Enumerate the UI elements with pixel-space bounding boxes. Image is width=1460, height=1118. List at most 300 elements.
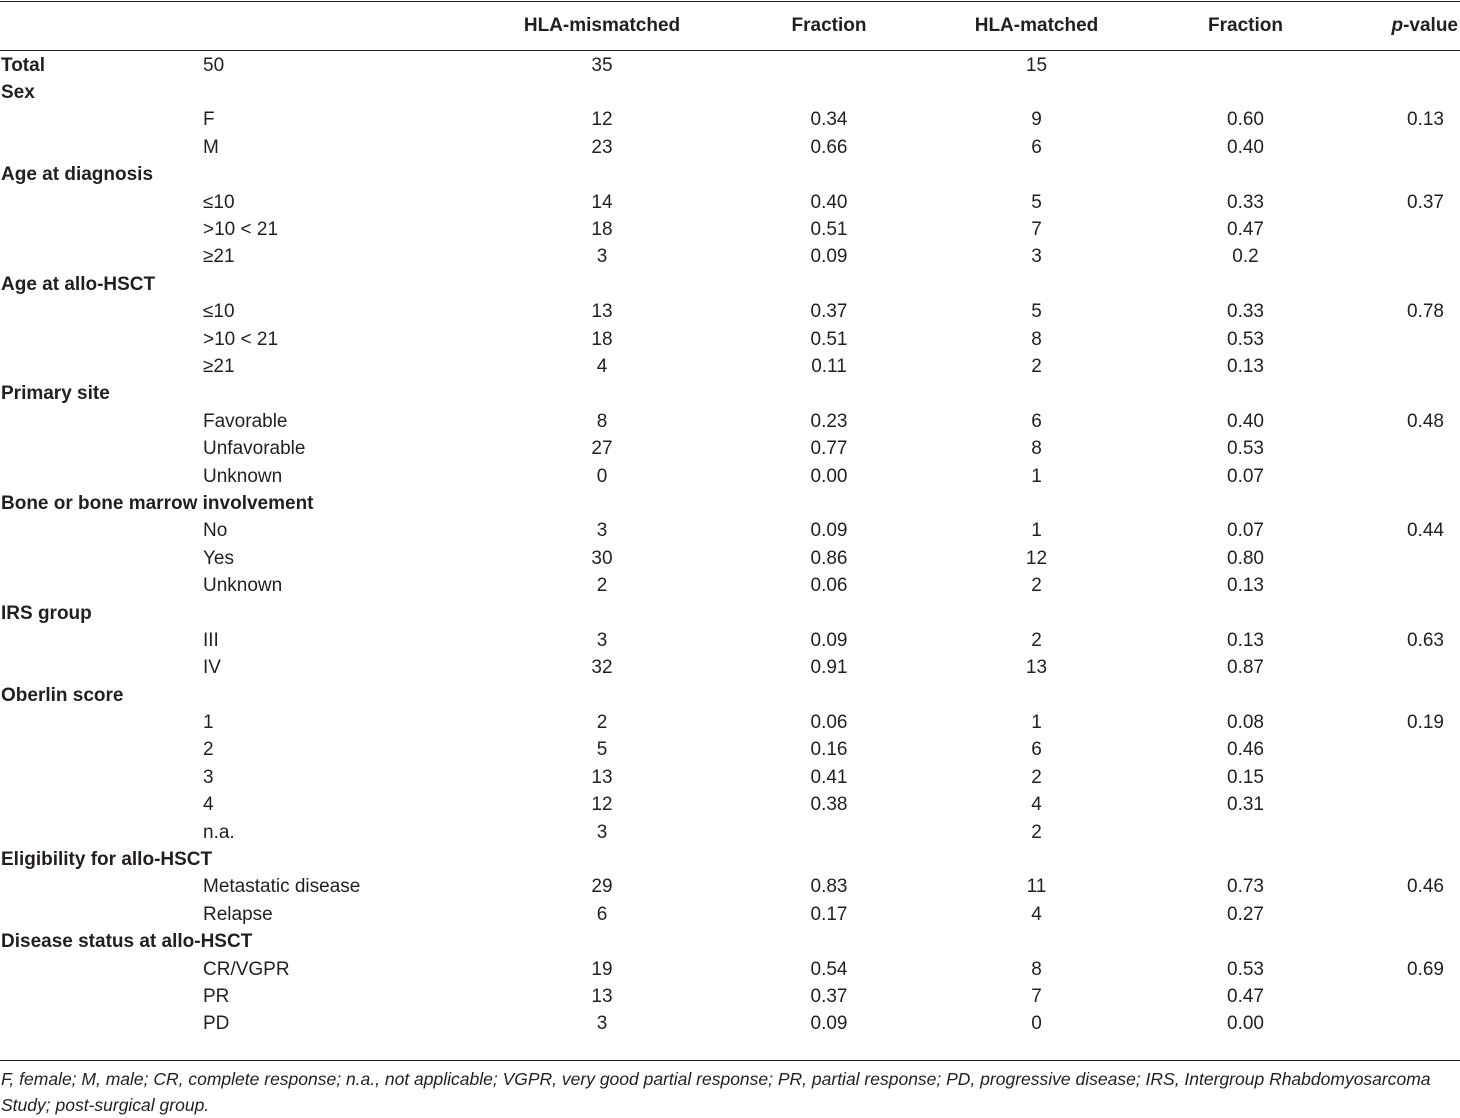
hla-mismatched-cell: 8 — [596, 410, 608, 432]
p-value-cell — [1372, 134, 1460, 161]
fraction-mismatched-cell: 0.09 — [810, 629, 848, 651]
fraction-matched-cell: 0.47 — [1227, 985, 1264, 1007]
hla-mismatched-cell — [500, 490, 704, 517]
p-value-cell: 0.37 — [1407, 191, 1444, 213]
variable-cell: Eligibility for allo-HSCT — [1, 849, 213, 871]
table-row — [0, 956, 1460, 983]
fraction-matched-cell: 0.33 — [1227, 191, 1264, 213]
variable-cell — [0, 627, 203, 654]
header-p-value — [1372, 0, 1460, 52]
variable-cell — [0, 1011, 203, 1038]
table-row — [0, 545, 1460, 572]
p-value-cell — [1372, 490, 1460, 517]
hla-matched-cell — [954, 271, 1119, 298]
fraction-mismatched-cell: 0.17 — [810, 903, 848, 925]
hla-mismatched-cell — [500, 271, 704, 298]
category-cell — [203, 846, 500, 873]
fraction-mismatched-cell — [704, 846, 954, 873]
table-row — [0, 983, 1460, 1010]
variable-cell: Age at diagnosis — [1, 164, 154, 186]
p-value-cell — [1372, 435, 1460, 462]
fraction-matched-cell: 0.13 — [1227, 575, 1264, 597]
fraction-matched-cell — [1119, 490, 1372, 517]
category-cell: ≥21 — [203, 355, 235, 377]
p-value-cell: 0.69 — [1407, 958, 1444, 980]
fraction-matched-cell: 0.46 — [1227, 739, 1264, 761]
group-row — [0, 381, 1460, 408]
fraction-mismatched-cell: 0.83 — [810, 876, 848, 898]
variable-cell — [0, 134, 203, 161]
variable-cell — [0, 463, 203, 490]
hla-matched-cell: 3 — [1031, 246, 1042, 268]
category-cell: Favorable — [203, 410, 288, 432]
variable-cell: Oberlin score — [1, 684, 124, 706]
p-value-cell — [1372, 655, 1460, 682]
variable-cell — [0, 518, 203, 545]
table-row — [0, 134, 1460, 161]
fraction-matched-cell — [1119, 381, 1372, 408]
category-cell: 3 — [203, 766, 214, 788]
hla-matched-cell — [954, 381, 1119, 408]
fraction-mismatched-cell: 0.00 — [810, 465, 848, 487]
p-value-cell: 0.63 — [1407, 629, 1444, 651]
hla-matched-cell — [954, 79, 1119, 106]
hla-matched-cell: 0 — [1031, 1013, 1042, 1035]
fraction-matched-cell: 0.53 — [1227, 438, 1264, 460]
fraction-matched-cell: 0.31 — [1227, 794, 1264, 816]
hla-matched-cell: 1 — [1031, 520, 1042, 542]
hla-matched-cell: 8 — [1031, 328, 1042, 350]
category-cell: >10 < 21 — [203, 328, 279, 350]
p-value-cell: 0.44 — [1407, 520, 1444, 542]
fraction-matched-cell: 0.07 — [1227, 520, 1264, 542]
category-cell: III — [203, 629, 219, 651]
variable-cell — [0, 792, 203, 819]
fraction-mismatched-cell — [704, 600, 954, 627]
hla-mismatched-cell: 3 — [596, 1013, 608, 1035]
hla-matched-cell: 1 — [1031, 465, 1042, 487]
category-cell — [203, 271, 500, 298]
fraction-mismatched-cell: 0.09 — [810, 246, 848, 268]
hla-mismatched-cell: 5 — [596, 739, 608, 761]
fraction-matched-cell: 0.13 — [1227, 355, 1264, 377]
group-row — [0, 600, 1460, 627]
table-row — [0, 435, 1460, 462]
hla-matched-cell: 1 — [1031, 712, 1042, 734]
fraction-mismatched-cell: 0.86 — [810, 547, 848, 569]
table-row — [0, 299, 1460, 326]
table-row — [0, 655, 1460, 682]
hla-mismatched-cell: 6 — [596, 903, 608, 925]
category-cell: IV — [203, 657, 221, 679]
hla-matched-cell — [954, 682, 1119, 709]
fraction-mismatched-cell — [704, 381, 954, 408]
hla-matched-cell: 12 — [1025, 547, 1048, 569]
hla-mismatched-cell: 13 — [591, 766, 613, 788]
header-variable — [0, 0, 203, 52]
p-value-cell — [1372, 271, 1460, 298]
hla-mismatched-cell — [500, 79, 704, 106]
p-value-cell — [1372, 792, 1460, 819]
p-value-cell: 0.48 — [1407, 410, 1444, 432]
fraction-matched-cell: 0.80 — [1227, 547, 1264, 569]
fraction-matched-cell: 0.13 — [1227, 629, 1264, 651]
category-cell — [203, 600, 500, 627]
fraction-matched-cell: 0.40 — [1227, 410, 1264, 432]
p-value-cell — [1372, 682, 1460, 709]
hla-mismatched-cell: 35 — [591, 54, 613, 76]
hla-mismatched-cell: 3 — [596, 520, 608, 542]
header-p-italic: p — [1391, 15, 1404, 36]
p-value-cell — [1372, 216, 1460, 243]
header-hla-mismatched: HLA-mismatched — [523, 15, 681, 36]
p-value-cell — [1372, 983, 1460, 1010]
table-bottom-rule — [0, 1060, 1460, 1061]
fraction-matched-cell — [1119, 52, 1372, 79]
hla-matched-cell — [954, 846, 1119, 873]
fraction-matched-cell — [1119, 79, 1372, 106]
hla-mismatched-cell: 27 — [591, 438, 613, 460]
hla-matched-cell — [954, 600, 1119, 627]
category-cell: PR — [203, 985, 230, 1007]
p-value-cell — [1372, 764, 1460, 791]
fraction-matched-cell — [1119, 682, 1372, 709]
variable-cell — [0, 983, 203, 1010]
variable-cell — [0, 326, 203, 353]
table-row — [0, 572, 1460, 599]
fraction-mismatched-cell — [704, 79, 954, 106]
hla-mismatched-cell: 29 — [591, 876, 613, 898]
fraction-matched-cell — [1119, 846, 1372, 873]
hla-matched-cell: 2 — [1031, 355, 1042, 377]
fraction-mismatched-cell: 0.11 — [811, 355, 847, 377]
hla-mismatched-cell — [500, 600, 704, 627]
category-cell — [203, 682, 500, 709]
hla-matched-cell: 6 — [1031, 136, 1042, 158]
hla-mismatched-cell: 30 — [591, 547, 613, 569]
category-cell: 2 — [203, 739, 214, 761]
category-cell: 50 — [203, 54, 225, 76]
variable-cell: IRS group — [1, 602, 92, 624]
fraction-mismatched-cell — [704, 490, 954, 517]
fraction-mismatched-cell: 0.38 — [810, 794, 848, 816]
fraction-mismatched-cell — [704, 929, 954, 956]
fraction-matched-cell: 0.07 — [1227, 465, 1264, 487]
fraction-mismatched-cell — [704, 52, 954, 79]
fraction-matched-cell — [1119, 929, 1372, 956]
hla-matched-cell: 7 — [1031, 219, 1042, 241]
p-value-cell — [1372, 162, 1460, 189]
p-value-cell — [1372, 463, 1460, 490]
variable-cell — [0, 737, 203, 764]
fraction-mismatched-cell: 0.09 — [810, 1013, 848, 1035]
hla-matched-cell: 8 — [1031, 438, 1042, 460]
hla-mismatched-cell: 3 — [596, 629, 608, 651]
category-cell: ≤10 — [203, 191, 235, 213]
fraction-matched-cell: 0.08 — [1227, 712, 1264, 734]
table-row — [0, 518, 1460, 545]
fraction-mismatched-cell: 0.06 — [810, 712, 848, 734]
fraction-mismatched-cell: 0.41 — [810, 766, 848, 788]
category-cell: Unfavorable — [203, 438, 306, 460]
variable-cell: Age at allo-HSCT — [1, 273, 156, 295]
fraction-mismatched-cell: 0.23 — [810, 410, 848, 432]
hla-matched-cell — [954, 929, 1119, 956]
table-row — [0, 107, 1460, 134]
variable-cell — [0, 107, 203, 134]
category-cell: Relapse — [203, 903, 273, 925]
category-cell — [203, 381, 500, 408]
category-cell: ≤10 — [203, 301, 235, 323]
p-value-cell — [1372, 819, 1460, 846]
hla-matched-cell: 2 — [1031, 821, 1042, 843]
variable-cell — [0, 709, 203, 736]
group-row — [0, 162, 1460, 189]
p-value-cell — [1372, 929, 1460, 956]
hla-mismatched-cell: 2 — [596, 575, 608, 597]
hla-matched-cell — [954, 490, 1119, 517]
fraction-mismatched-cell: 0.09 — [810, 520, 848, 542]
category-cell: No — [203, 520, 228, 542]
fraction-matched-cell: 0.87 — [1227, 657, 1264, 679]
hla-mismatched-cell: 32 — [591, 657, 613, 679]
hla-matched-cell: 2 — [1031, 575, 1042, 597]
table-row — [0, 216, 1460, 243]
header-fraction-matched: Fraction — [1208, 15, 1283, 36]
hla-matched-cell: 5 — [1031, 301, 1042, 323]
hla-mismatched-cell — [500, 162, 704, 189]
hla-matched-cell: 8 — [1031, 958, 1042, 980]
variable-cell — [0, 819, 203, 846]
table-row — [0, 189, 1460, 216]
category-cell: M — [203, 136, 219, 158]
variable-cell — [0, 655, 203, 682]
hla-mismatched-cell: 4 — [596, 355, 608, 377]
table-row — [0, 709, 1460, 736]
fraction-mismatched-cell: 0.77 — [810, 438, 848, 460]
variable-cell — [0, 353, 203, 380]
table-row — [0, 737, 1460, 764]
category-cell: PD — [203, 1013, 230, 1035]
hla-mismatched-cell — [500, 846, 704, 873]
category-cell — [203, 79, 500, 106]
fraction-matched-cell: 0.2 — [1232, 246, 1259, 268]
hla-matched-cell: 9 — [1031, 109, 1042, 131]
hla-mismatched-cell: 18 — [591, 328, 613, 350]
p-value-cell — [1372, 545, 1460, 572]
category-cell: 1 — [203, 712, 214, 734]
hla-matched-cell: 11 — [1026, 876, 1047, 898]
category-cell: Metastatic disease — [203, 876, 361, 898]
category-cell: Unknown — [203, 465, 283, 487]
table-row — [0, 353, 1460, 380]
fraction-matched-cell — [1119, 162, 1372, 189]
fraction-matched-cell: 0.33 — [1227, 301, 1264, 323]
p-value-cell — [1372, 901, 1460, 928]
category-cell: Yes — [203, 547, 234, 569]
p-value-cell: 0.13 — [1407, 109, 1444, 131]
hla-mismatched-cell — [500, 929, 704, 956]
category-cell — [203, 162, 500, 189]
hla-mismatched-cell: 14 — [591, 191, 613, 213]
category-cell: n.a. — [203, 821, 235, 843]
fraction-matched-cell: 0.73 — [1227, 876, 1264, 898]
table-row — [0, 901, 1460, 928]
fraction-mismatched-cell: 0.40 — [810, 191, 848, 213]
variable-cell: Total — [1, 54, 45, 76]
p-value-cell — [1372, 52, 1460, 79]
hla-matched-cell: 4 — [1031, 903, 1042, 925]
header-fraction-mismatched: Fraction — [791, 15, 867, 36]
hla-matched-cell: 5 — [1031, 191, 1042, 213]
header-hla-matched: HLA-matched — [974, 15, 1099, 36]
p-value-cell: 0.19 — [1407, 712, 1444, 734]
p-value-cell — [1372, 1011, 1460, 1038]
category-cell: >10 < 21 — [203, 219, 279, 241]
hla-mismatched-cell: 13 — [591, 985, 613, 1007]
variable-cell — [0, 435, 203, 462]
table-row — [0, 764, 1460, 791]
fraction-mismatched-cell: 0.37 — [810, 985, 848, 1007]
hla-matched-cell: 7 — [1031, 985, 1042, 1007]
p-value-cell: 0.78 — [1407, 301, 1444, 323]
hla-mismatched-cell: 2 — [596, 712, 608, 734]
fraction-matched-cell: 0.27 — [1227, 903, 1264, 925]
fraction-matched-cell — [1119, 271, 1372, 298]
hla-mismatched-cell: 19 — [591, 958, 613, 980]
category-cell: ≥21 — [203, 246, 235, 268]
hla-matched-cell: 13 — [1025, 657, 1048, 679]
table-row — [0, 244, 1460, 271]
variable-cell — [0, 189, 203, 216]
variable-cell: Bone or bone marrow involvement — [1, 492, 314, 514]
hla-matched-cell: 2 — [1031, 766, 1042, 788]
variable-cell: Sex — [1, 82, 35, 104]
hla-mismatched-cell: 18 — [591, 219, 613, 241]
variable-cell — [0, 216, 203, 243]
fraction-matched-cell: 0.53 — [1227, 958, 1264, 980]
hla-mismatched-cell — [500, 381, 704, 408]
group-row — [0, 929, 1460, 956]
header-row — [0, 0, 1460, 52]
hla-mismatched-cell: 12 — [591, 794, 613, 816]
fraction-matched-cell — [1119, 819, 1372, 846]
fraction-matched-cell: 0.40 — [1227, 136, 1264, 158]
fraction-matched-cell: 0.60 — [1227, 109, 1264, 131]
group-row — [0, 271, 1460, 298]
fraction-mismatched-cell: 0.34 — [810, 109, 848, 131]
variable-cell — [0, 901, 203, 928]
p-value-cell — [1372, 381, 1460, 408]
hla-mismatched-cell: 23 — [591, 136, 613, 158]
p-value-cell — [1372, 572, 1460, 599]
fraction-mismatched-cell: 0.91 — [810, 657, 848, 679]
fraction-mismatched-cell: 0.06 — [810, 575, 848, 597]
table-footnote: F, female; M, male; CR, complete response; n.a., not applicable; VGPR, very good partial response; PR, partial response; PD, progressive disease; IRS, Intergroup Rhabdomyosarcoma Study; post-surgical group. — [1, 1069, 1431, 1115]
fraction-mismatched-cell: 0.16 — [810, 739, 848, 761]
p-value-cell — [1372, 353, 1460, 380]
table-row — [0, 792, 1460, 819]
table-header — [0, 0, 1460, 52]
hla-matched-cell: 4 — [1031, 794, 1042, 816]
hla-mismatched-cell: 13 — [591, 301, 613, 323]
hla-mismatched-cell: 0 — [596, 465, 608, 487]
fraction-matched-cell: 0.47 — [1227, 219, 1264, 241]
hla-mismatched-cell — [500, 682, 704, 709]
group-row — [0, 846, 1460, 873]
variable-cell — [0, 244, 203, 271]
header-category — [203, 0, 500, 52]
variable-cell — [0, 874, 203, 901]
hla-mismatched-cell: 3 — [596, 821, 608, 843]
fraction-mismatched-cell — [704, 682, 954, 709]
fraction-matched-cell: 0.00 — [1227, 1013, 1264, 1035]
table-row — [0, 326, 1460, 353]
fraction-mismatched-cell: 0.54 — [810, 958, 848, 980]
fraction-mismatched-cell: 0.66 — [810, 136, 848, 158]
hla-mismatched-cell: 12 — [591, 109, 613, 131]
group-row — [0, 79, 1460, 106]
p-value-cell — [1372, 737, 1460, 764]
fraction-matched-cell: 0.53 — [1227, 328, 1264, 350]
p-value-cell — [1372, 846, 1460, 873]
fraction-mismatched-cell — [704, 271, 954, 298]
fraction-mismatched-cell: 0.51 — [810, 219, 848, 241]
hla-matched-cell: 6 — [1031, 739, 1042, 761]
group-row — [0, 682, 1460, 709]
table-row — [0, 52, 1460, 79]
p-value-cell: 0.46 — [1407, 876, 1444, 898]
fraction-mismatched-cell — [704, 162, 954, 189]
hla-matched-cell: 6 — [1031, 410, 1042, 432]
p-value-cell — [1372, 79, 1460, 106]
hla-matched-cell: 15 — [1025, 54, 1048, 76]
table-row — [0, 463, 1460, 490]
variable-cell — [0, 299, 203, 326]
variable-cell — [0, 764, 203, 791]
variable-cell: Primary site — [1, 383, 110, 405]
hla-matched-cell: 2 — [1031, 629, 1042, 651]
table-row — [0, 1011, 1460, 1038]
category-cell: CR/VGPR — [203, 958, 290, 980]
p-value-cell — [1372, 600, 1460, 627]
table-row — [0, 819, 1460, 846]
p-value-cell — [1372, 244, 1460, 271]
category-cell: F — [203, 109, 215, 131]
table-row — [0, 408, 1460, 435]
hla-mismatched-cell: 3 — [596, 246, 608, 268]
fraction-mismatched-cell: 0.37 — [810, 301, 848, 323]
variable-cell — [0, 408, 203, 435]
group-row — [0, 490, 1460, 517]
category-cell: 4 — [203, 794, 214, 816]
variable-cell: Disease status at allo-HSCT — [1, 931, 253, 953]
variable-cell — [0, 545, 203, 572]
table-row — [0, 627, 1460, 654]
variable-cell — [0, 572, 203, 599]
hla-matched-cell — [954, 162, 1119, 189]
fraction-matched-cell: 0.15 — [1227, 766, 1264, 788]
fraction-mismatched-cell: 0.51 — [810, 328, 848, 350]
table-row — [0, 874, 1460, 901]
fraction-matched-cell — [1119, 600, 1372, 627]
category-cell: Unknown — [203, 575, 283, 597]
p-value-cell — [1372, 326, 1460, 353]
header-p-rest: -value — [1403, 15, 1458, 36]
fraction-mismatched-cell — [704, 819, 954, 846]
variable-cell — [0, 956, 203, 983]
table-body — [0, 52, 1460, 1038]
